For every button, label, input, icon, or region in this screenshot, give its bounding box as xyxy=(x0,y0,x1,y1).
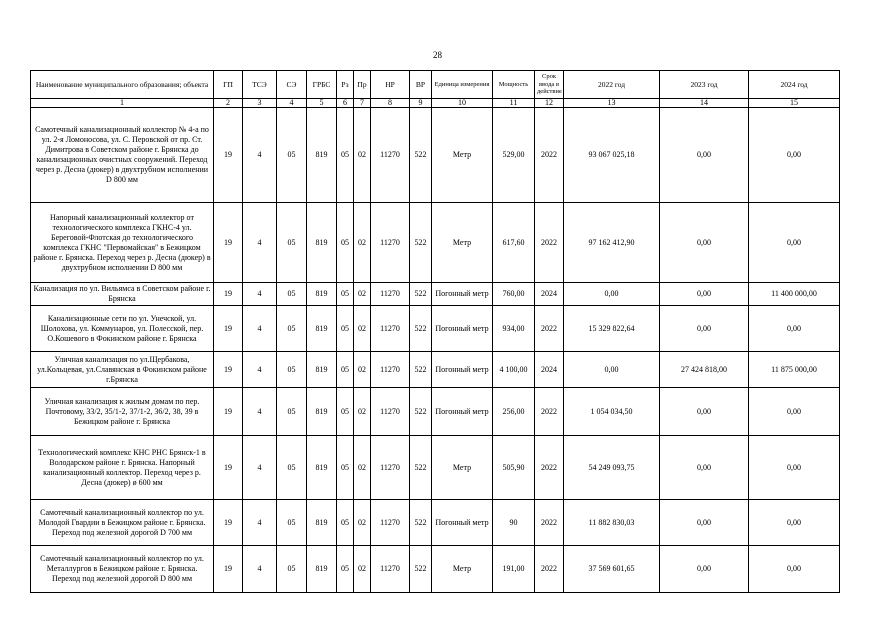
rz-cell: 05 xyxy=(337,546,354,593)
rz-cell: 05 xyxy=(337,306,354,352)
amount-2024: 0,00 xyxy=(749,306,840,352)
unit-cell: Погонный метр xyxy=(432,388,493,436)
power-cell: 505,90 xyxy=(493,436,535,500)
amount-2023: 0,00 xyxy=(660,203,749,283)
nr-cell: 11270 xyxy=(371,436,410,500)
vr-cell: 522 xyxy=(410,108,432,203)
grbs-cell: 819 xyxy=(307,388,337,436)
amount-2022: 54 249 093,75 xyxy=(564,436,660,500)
nr-cell: 11270 xyxy=(371,546,410,593)
header-cell: Пр xyxy=(354,71,371,99)
header-cell: ГРБС xyxy=(307,71,337,99)
column-number: 15 xyxy=(749,99,840,108)
se-cell: 05 xyxy=(277,388,307,436)
vr-cell: 522 xyxy=(410,500,432,546)
unit-cell: Погонный метр xyxy=(432,500,493,546)
header-cell: ГП xyxy=(214,71,243,99)
power-cell: 617,60 xyxy=(493,203,535,283)
rz-cell: 05 xyxy=(337,352,354,388)
rz-cell: 05 xyxy=(337,203,354,283)
header-cell: Мощность xyxy=(493,71,535,99)
amount-2022: 93 067 025,18 xyxy=(564,108,660,203)
amount-2022: 1 054 034,50 xyxy=(564,388,660,436)
header-cell: СЭ xyxy=(277,71,307,99)
se-cell: 05 xyxy=(277,436,307,500)
grbs-cell: 819 xyxy=(307,436,337,500)
tse-cell: 4 xyxy=(243,352,277,388)
nr-cell: 11270 xyxy=(371,500,410,546)
power-cell: 760,00 xyxy=(493,283,535,306)
power-cell: 90 xyxy=(493,500,535,546)
column-number: 3 xyxy=(243,99,277,108)
gp-cell: 19 xyxy=(214,436,243,500)
gp-cell: 19 xyxy=(214,500,243,546)
rz-cell: 05 xyxy=(337,436,354,500)
se-cell: 05 xyxy=(277,108,307,203)
page-number: 28 xyxy=(433,50,442,60)
table-row xyxy=(31,283,840,306)
power-cell: 4 100,00 xyxy=(493,352,535,388)
column-number: 4 xyxy=(277,99,307,108)
column-number-row xyxy=(31,99,840,108)
term-cell: 2022 xyxy=(535,306,564,352)
amount-2022: 15 329 822,64 xyxy=(564,306,660,352)
tse-cell: 4 xyxy=(243,283,277,306)
amount-2023: 0,00 xyxy=(660,500,749,546)
amount-2024: 0,00 xyxy=(749,203,840,283)
amount-2024: 0,00 xyxy=(749,388,840,436)
pr-cell: 02 xyxy=(354,108,371,203)
column-number: 11 xyxy=(493,99,535,108)
object-name: Уличная канализация к жилым домам по пер. Почтовому, 33/2, 35/1-2, 37/1-2, 36/2, 38, 39 в Бежицком районе г. Брянска xyxy=(31,388,214,436)
object-name: Технологический комплекс КНС РНС Брянск-1 в Володарском районе г. Брянска. Напорный канализационный коллектор. Переход через р. Десна (дюкер) ø 600 мм xyxy=(31,436,214,500)
nr-cell: 11270 xyxy=(371,108,410,203)
pr-cell: 02 xyxy=(354,283,371,306)
unit-cell: Погонный метр xyxy=(432,306,493,352)
column-number: 12 xyxy=(535,99,564,108)
column-number: 13 xyxy=(564,99,660,108)
se-cell: 05 xyxy=(277,283,307,306)
power-cell: 934,00 xyxy=(493,306,535,352)
column-number: 8 xyxy=(371,99,410,108)
amount-2023: 0,00 xyxy=(660,388,749,436)
se-cell: 05 xyxy=(277,306,307,352)
tse-cell: 4 xyxy=(243,500,277,546)
nr-cell: 11270 xyxy=(371,388,410,436)
nr-cell: 11270 xyxy=(371,306,410,352)
amount-2022: 0,00 xyxy=(564,352,660,388)
grbs-cell: 819 xyxy=(307,283,337,306)
unit-cell: Погонный метр xyxy=(432,352,493,388)
nr-cell: 11270 xyxy=(371,283,410,306)
table-row xyxy=(31,436,840,500)
object-name: Уличная канализация по ул.Щербакова, ул.Кольцевая, ул.Славянская в Фокинском районе г.Брянска xyxy=(31,352,214,388)
nr-cell: 11270 xyxy=(371,352,410,388)
unit-cell: Метр xyxy=(432,436,493,500)
amount-2023: 27 424 818,00 xyxy=(660,352,749,388)
object-name: Самотечный канализационный коллектор № 4-а по ул. 2-я Ломоносова, ул. С. Перовской от пр. Ст. Димитрова в Советском районе г. Брянска до канализационных очистных сооружений. Переход через р. Десна (дюкер) в двухтрубном исполнении D 800 мм xyxy=(31,108,214,203)
vr-cell: 522 xyxy=(410,283,432,306)
term-cell: 2022 xyxy=(535,388,564,436)
se-cell: 05 xyxy=(277,352,307,388)
table-row xyxy=(31,546,840,593)
amount-2022: 0,00 xyxy=(564,283,660,306)
grbs-cell: 819 xyxy=(307,306,337,352)
table-row xyxy=(31,500,840,546)
tse-cell: 4 xyxy=(243,546,277,593)
gp-cell: 19 xyxy=(214,203,243,283)
vr-cell: 522 xyxy=(410,352,432,388)
object-name: Канализация по ул. Вильямса в Советском районе г. Брянска xyxy=(31,283,214,306)
power-cell: 191,00 xyxy=(493,546,535,593)
header-cell: ВР xyxy=(410,71,432,99)
tse-cell: 4 xyxy=(243,108,277,203)
grbs-cell: 819 xyxy=(307,546,337,593)
pr-cell: 02 xyxy=(354,436,371,500)
column-number: 1 xyxy=(31,99,214,108)
unit-cell: Метр xyxy=(432,108,493,203)
amount-2023: 0,00 xyxy=(660,436,749,500)
pr-cell: 02 xyxy=(354,388,371,436)
column-number: 2 xyxy=(214,99,243,108)
se-cell: 05 xyxy=(277,203,307,283)
se-cell: 05 xyxy=(277,546,307,593)
header-cell: 2022 год xyxy=(564,71,660,99)
amount-2024: 0,00 xyxy=(749,500,840,546)
vr-cell: 522 xyxy=(410,436,432,500)
vr-cell: 522 xyxy=(410,388,432,436)
gp-cell: 19 xyxy=(214,283,243,306)
header-cell: ТСЭ xyxy=(243,71,277,99)
unit-cell: Погонный метр xyxy=(432,283,493,306)
power-cell: 256,00 xyxy=(493,388,535,436)
column-number: 10 xyxy=(432,99,493,108)
tse-cell: 4 xyxy=(243,306,277,352)
amount-2022: 37 569 601,65 xyxy=(564,546,660,593)
pr-cell: 02 xyxy=(354,546,371,593)
gp-cell: 19 xyxy=(214,546,243,593)
pr-cell: 02 xyxy=(354,203,371,283)
term-cell: 2022 xyxy=(535,500,564,546)
gp-cell: 19 xyxy=(214,108,243,203)
vr-cell: 522 xyxy=(410,546,432,593)
pr-cell: 02 xyxy=(354,500,371,546)
object-name: Самотечный канализационный коллектор по ул. Металлургов в Бежицком районе г. Брянска. Переход под железной дорогой D 800 мм xyxy=(31,546,214,593)
amount-2023: 0,00 xyxy=(660,546,749,593)
header-cell: Наименование муниципального образования; объекта xyxy=(31,71,214,99)
tse-cell: 4 xyxy=(243,388,277,436)
header-cell: НР xyxy=(371,71,410,99)
amount-2022: 97 162 412,90 xyxy=(564,203,660,283)
tse-cell: 4 xyxy=(243,436,277,500)
grbs-cell: 819 xyxy=(307,500,337,546)
table-row xyxy=(31,306,840,352)
amount-2024: 0,00 xyxy=(749,546,840,593)
column-number: 5 xyxy=(307,99,337,108)
nr-cell: 11270 xyxy=(371,203,410,283)
column-number: 7 xyxy=(354,99,371,108)
gp-cell: 19 xyxy=(214,388,243,436)
vr-cell: 522 xyxy=(410,203,432,283)
grbs-cell: 819 xyxy=(307,203,337,283)
amount-2023: 0,00 xyxy=(660,108,749,203)
term-cell: 2022 xyxy=(535,436,564,500)
table-row xyxy=(31,388,840,436)
rz-cell: 05 xyxy=(337,500,354,546)
unit-cell: Метр xyxy=(432,546,493,593)
power-cell: 529,00 xyxy=(493,108,535,203)
table-row xyxy=(31,352,840,388)
header-cell: 2023 год xyxy=(660,71,749,99)
object-name: Напорный канализационный коллектор от технологического комплекса ГКНС-4 ул. Береговой-Флотская до технологического комплекса ГКНС "Первомайская" в Бежицком районе г. Брянска. Переход через р. Десна (дюкер) в двухтрубном исполнении D 800 мм xyxy=(31,203,214,283)
column-number: 14 xyxy=(660,99,749,108)
grbs-cell: 819 xyxy=(307,108,337,203)
object-name: Самотечный канализационный коллектор по ул. Молодой Гвардии в Бежицком районе г. Брянска. Переход под железной дорогой D 700 мм xyxy=(31,500,214,546)
term-cell: 2022 xyxy=(535,546,564,593)
budget-table xyxy=(30,70,840,593)
column-number: 9 xyxy=(410,99,432,108)
gp-cell: 19 xyxy=(214,352,243,388)
vr-cell: 522 xyxy=(410,306,432,352)
rz-cell: 05 xyxy=(337,283,354,306)
rz-cell: 05 xyxy=(337,108,354,203)
amount-2024: 0,00 xyxy=(749,108,840,203)
amount-2024: 11 400 000,00 xyxy=(749,283,840,306)
grbs-cell: 819 xyxy=(307,352,337,388)
term-cell: 2024 xyxy=(535,283,564,306)
rz-cell: 05 xyxy=(337,388,354,436)
table-row xyxy=(31,108,840,203)
object-name: Канализационные сети по ул. Унечской, ул. Шолохова, ул. Коммунаров, ул. Полесской, пер. О.Кошевого в Фокинском районе г. Брянска xyxy=(31,306,214,352)
term-cell: 2022 xyxy=(535,108,564,203)
table-row xyxy=(31,203,840,283)
amount-2023: 0,00 xyxy=(660,283,749,306)
amount-2023: 0,00 xyxy=(660,306,749,352)
tse-cell: 4 xyxy=(243,203,277,283)
header-cell: 2024 год xyxy=(749,71,840,99)
term-cell: 2024 xyxy=(535,352,564,388)
amount-2022: 11 882 830,03 xyxy=(564,500,660,546)
se-cell: 05 xyxy=(277,500,307,546)
pr-cell: 02 xyxy=(354,306,371,352)
header-row xyxy=(31,71,840,99)
amount-2024: 11 875 000,00 xyxy=(749,352,840,388)
header-cell: Срок ввода в действие xyxy=(535,71,564,99)
column-number: 6 xyxy=(337,99,354,108)
pr-cell: 02 xyxy=(354,352,371,388)
amount-2024: 0,00 xyxy=(749,436,840,500)
term-cell: 2022 xyxy=(535,203,564,283)
header-cell: Единица измерения xyxy=(432,71,493,99)
unit-cell: Метр xyxy=(432,203,493,283)
gp-cell: 19 xyxy=(214,306,243,352)
header-cell: Рз xyxy=(337,71,354,99)
